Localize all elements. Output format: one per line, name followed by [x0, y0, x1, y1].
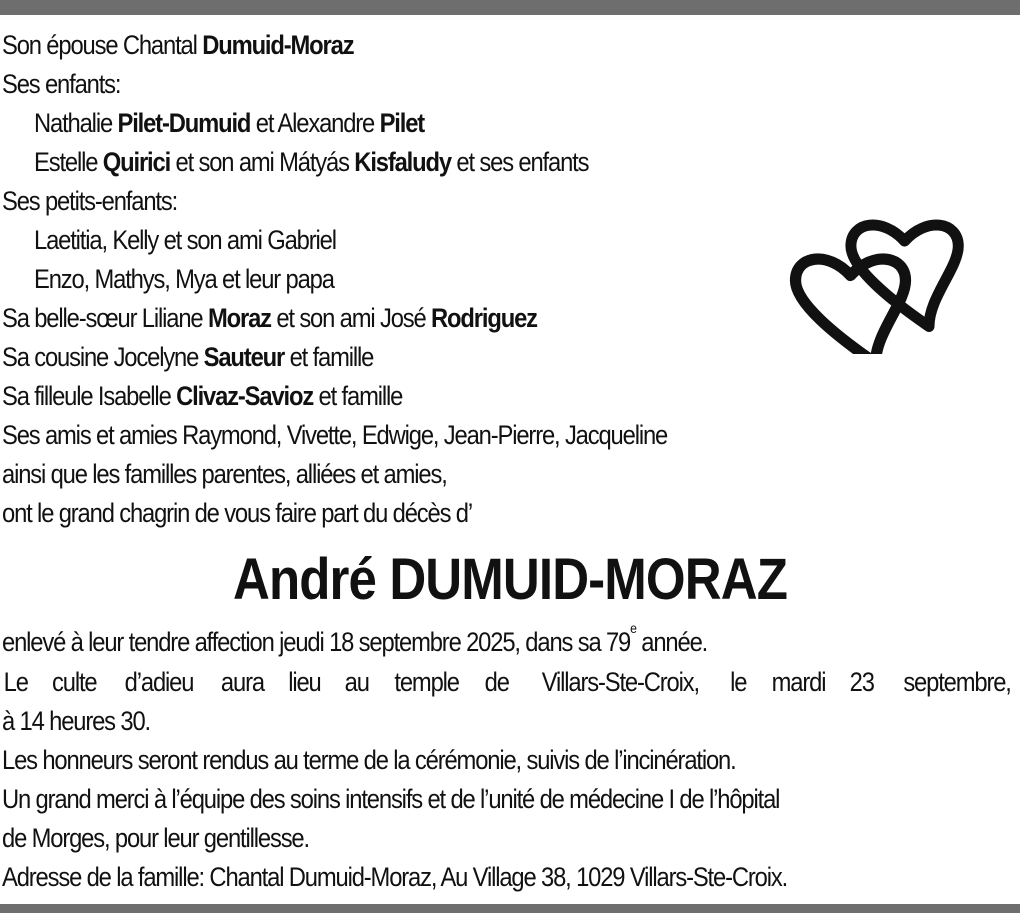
service-word: Le — [3, 667, 28, 697]
family-line-spouse: Son épouse Chantal Dumuid-Moraz — [2, 30, 354, 60]
family-line-sister-in-law: Sa belle-sœur Liliane Moraz et son ami José Rodriguez — [2, 303, 537, 333]
service-word: Villars-Ste-Croix, — [541, 667, 699, 697]
service-word: le — [730, 667, 747, 697]
interlocked-hearts-icon — [748, 218, 984, 354]
top-border-rule — [0, 0, 1020, 15]
service-word: temple — [394, 667, 460, 697]
service-word: au — [344, 667, 369, 697]
announcement-line: ont le grand chagrin de vous faire part du décès d’ — [2, 498, 473, 528]
service-word: aura — [220, 667, 264, 697]
service-word: de — [485, 667, 510, 697]
family-line-child-1: Nathalie Pilet-Dumuid et Alexandre Pilet — [34, 108, 425, 138]
details-line-honours: Les honneurs seront rendus au terme de la cérémonie, suivis de l’incinération. — [2, 745, 736, 775]
family-line-friends: Ses amis et amies Raymond, Vivette, Edwige, Jean-Pierre, Jacqueline — [2, 420, 668, 450]
service-word: septembre, — [903, 667, 1011, 697]
service-word: mardi — [771, 667, 825, 697]
service-word: d’adieu — [124, 667, 194, 697]
details-line-thanks-cont: de Morges, pour leur gentillesse. — [2, 823, 309, 853]
family-line-goddaughter: Sa filleule Isabelle Clivaz-Savioz et famille — [2, 381, 403, 411]
family-line-child-2: Estelle Quirici et son ami Mátyás Kisfaludy et ses enfants — [34, 147, 589, 177]
details-line-thanks: Un grand merci à l’équipe des soins intensifs et de l’unité de médecine I de l’hôpital — [2, 784, 780, 814]
deceased-name-heading: André DUMUID-MORAZ — [232, 547, 788, 612]
service-word: culte — [52, 667, 97, 697]
details-line-passing: enlevé à leur tendre affection jeudi 18 septembre 2025, dans sa 79e année. — [2, 620, 708, 657]
service-word: 23 — [850, 667, 875, 697]
family-line-grandchildren-heading: Ses petits-enfants: — [2, 186, 178, 216]
service-word: lieu — [288, 667, 321, 697]
bottom-border-rule — [0, 904, 1020, 913]
family-line-children-heading: Ses enfants: — [2, 69, 121, 99]
family-line-cousin: Sa cousine Jocelyne Sauteur et famille — [2, 342, 374, 372]
family-line-relatives: ainsi que les familles parentes, alliées et amies, — [2, 459, 447, 489]
details-line-family-address: Adresse de la famille: Chantal Dumuid-Moraz, Au Village 38, 1029 Villars-Ste-Croix. — [2, 862, 788, 892]
family-line-grandchildren-2: Enzo, Mathys, Mya et leur papa — [34, 264, 334, 294]
details-line-service-time: à 14 heures 30. — [2, 706, 150, 736]
details-line-service — [2, 664, 1018, 700]
family-line-grandchildren-1: Laetitia, Kelly et son ami Gabriel — [34, 225, 336, 255]
